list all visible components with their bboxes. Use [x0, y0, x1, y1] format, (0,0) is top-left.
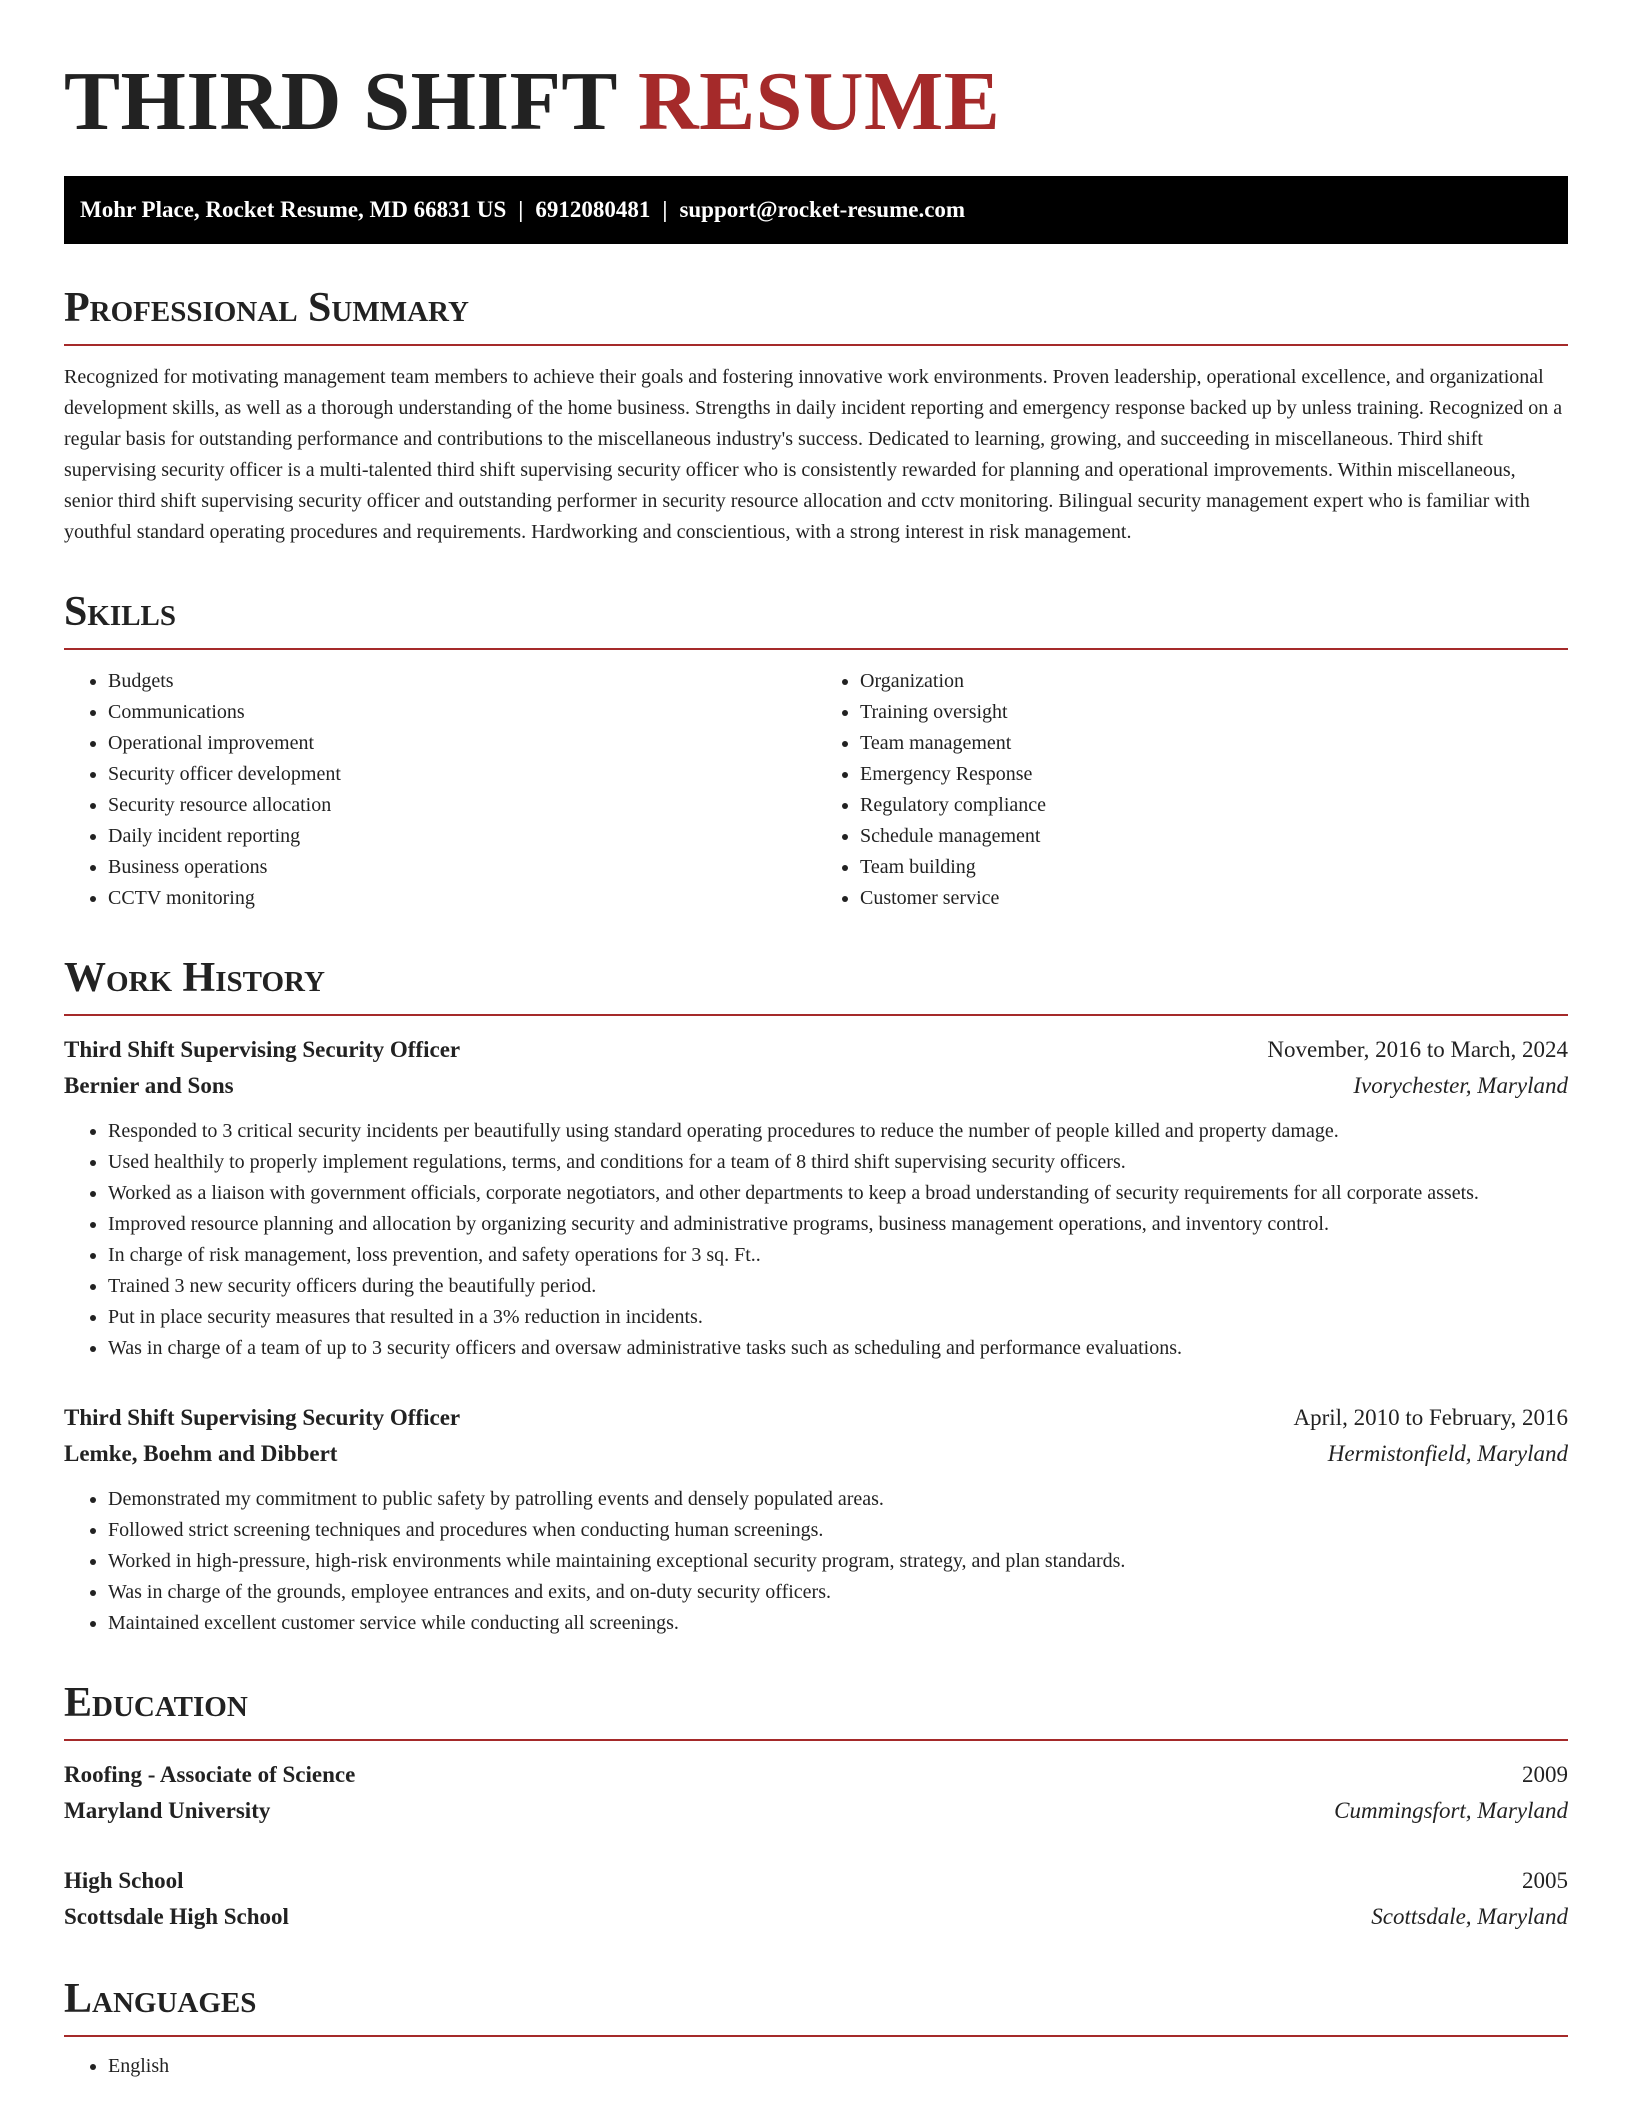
job-bullet: • Demonstrated my commitment to public safety by patrolling events and densely populated areas. — [108, 1484, 1568, 1515]
skill-item: • Budgets — [108, 666, 816, 697]
job-bullet: • Responded to 3 critical security incidents per beautifully using standard operating procedures to reduce the number of people killed and property damage. — [108, 1116, 1568, 1147]
education-year: 2009 — [1522, 1762, 1568, 1787]
skill-item: • Emergency Response — [860, 759, 1568, 790]
skill-item: • Communications — [108, 697, 816, 728]
language-item: • English — [108, 2051, 1568, 2082]
skills-grid — [64, 666, 1568, 914]
skills-column-right — [816, 666, 1568, 914]
education-school-row — [64, 1899, 1568, 1935]
job-dates: April, 2010 to February, 2016 — [1293, 1405, 1568, 1430]
job-bullet: • Followed strict screening techniques and procedures when conducting human screenings. — [108, 1515, 1568, 1546]
summary-section — [64, 284, 1568, 548]
education-degree-row — [64, 1757, 1568, 1793]
job-header-row — [64, 1032, 1568, 1068]
job-location: Hermistonfield, Maryland — [1327, 1441, 1568, 1466]
skill-item: • Team building — [860, 852, 1568, 883]
education-entry — [64, 1863, 1568, 1935]
job-bullets — [64, 1116, 1568, 1364]
skills-column-left — [64, 666, 816, 914]
skill-item: • Business operations — [108, 852, 816, 883]
summary-text: Recognized for motivating management team members to achieve their goals and fostering innovative work environments. Proven leadership, operational excellence, and organizational development skills, as well as a thorough understanding of the home business. Strengths in daily incident reporting and emergency response backed up by unless training. Recognized on a regular basis for outstanding performance and contributions to the miscellaneous industry's success. Dedicated to learning, growing, and succeeding in miscellaneous. Third shift supervising security officer is a multi-talented third shift supervising security officer who is consistently rewarded for planning and operational improvements. Within miscellaneous, senior third shift supervising security officer and outstanding performer in security resource allocation and cctv monitoring. Bilingual security management expert who is familiar with youthful standard operating procedures and requirements. Hardworking and conscientious, with a strong interest in risk management. — [64, 366, 1563, 543]
contact-bar — [64, 176, 1568, 244]
job-bullet: • Was in charge of a team of up to 3 security officers and oversaw administrative tasks such as scheduling and performance evaluations. — [108, 1333, 1568, 1364]
job-bullet: • Worked in high-pressure, high-risk environments while maintaining exceptional security program, strategy, and plan standards. — [108, 1546, 1568, 1577]
skill-item: • Training oversight — [860, 697, 1568, 728]
contact-phone: 6912080481 — [535, 197, 651, 222]
title-accent: RESUME — [637, 55, 1001, 148]
job-company-row — [64, 1068, 1568, 1104]
contact-separator: | — [518, 197, 524, 222]
education-location: Cummingsfort, Maryland — [1334, 1798, 1568, 1823]
job-entry — [64, 1400, 1568, 1639]
languages-section — [64, 1975, 1568, 2082]
skill-item: • Regulatory compliance — [860, 790, 1568, 821]
skill-item: • Operational improvement — [108, 728, 816, 759]
contact-email[interactable]: support@rocket-resume.com — [679, 197, 966, 222]
job-company-row — [64, 1436, 1568, 1472]
education-degree-row — [64, 1863, 1568, 1899]
work-history-section — [64, 954, 1568, 1639]
education-degree: Roofing - Associate of Science — [64, 1762, 356, 1787]
job-entry — [64, 1032, 1568, 1364]
job-location: Ivorychester, Maryland — [1353, 1073, 1568, 1098]
skill-item: • Security resource allocation — [108, 790, 816, 821]
job-position: Third Shift Supervising Security Officer — [64, 1405, 461, 1430]
job-dates: November, 2016 to March, 2024 — [1267, 1037, 1568, 1062]
job-bullets — [64, 1484, 1568, 1639]
section-title-work-history: Work History — [64, 954, 1568, 1016]
job-bullet: • Was in charge of the grounds, employee entrances and exits, and on-duty security officers. — [108, 1577, 1568, 1608]
skill-item: • Customer service — [860, 883, 1568, 914]
resume-title — [64, 52, 1568, 152]
job-company: Bernier and Sons — [64, 1073, 234, 1098]
skill-item: • CCTV monitoring — [108, 883, 816, 914]
education-location: Scottsdale, Maryland — [1371, 1904, 1568, 1929]
section-title-summary: Professional Summary — [64, 284, 1568, 346]
education-school: Maryland University — [64, 1798, 271, 1823]
job-bullet: • Put in place security measures that resulted in a 3% reduction in incidents. — [108, 1302, 1568, 1333]
job-company: Lemke, Boehm and Dibbert — [64, 1441, 338, 1466]
contact-address: Mohr Place, Rocket Resume, MD 66831 US — [80, 197, 507, 222]
education-year: 2005 — [1522, 1868, 1568, 1893]
section-title-skills: Skills — [64, 588, 1568, 650]
job-bullet: • Used healthily to properly implement regulations, terms, and conditions for a team of 8 third shift supervising security officers. — [108, 1147, 1568, 1178]
education-school-row — [64, 1793, 1568, 1829]
job-bullet: • Trained 3 new security officers during the beautifully period. — [108, 1271, 1568, 1302]
job-bullet: • Maintained excellent customer service while conducting all screenings. — [108, 1608, 1568, 1639]
job-header-row — [64, 1400, 1568, 1436]
job-bullet: • In charge of risk management, loss prevention, and safety operations for 3 sq. Ft.. — [108, 1240, 1568, 1271]
languages-list — [64, 2051, 1568, 2082]
section-title-languages: Languages — [64, 1975, 1568, 2037]
skills-section — [64, 588, 1568, 914]
skill-item: • Daily incident reporting — [108, 821, 816, 852]
skill-item: • Schedule management — [860, 821, 1568, 852]
skill-item: • Organization — [860, 666, 1568, 697]
skill-item: • Security officer development — [108, 759, 816, 790]
education-school: Scottsdale High School — [64, 1904, 289, 1929]
job-bullet: • Worked as a liaison with government officials, corporate negotiators, and other departments to keep a broad understanding of security requirements for all corporate assets. — [108, 1178, 1568, 1209]
education-section — [64, 1679, 1568, 1935]
education-degree: High School — [64, 1868, 184, 1893]
section-title-education: Education — [64, 1679, 1568, 1741]
title-main: THIRD SHIFT — [64, 55, 617, 148]
job-position: Third Shift Supervising Security Officer — [64, 1037, 461, 1062]
contact-separator: | — [662, 197, 668, 222]
skill-item: • Team management — [860, 728, 1568, 759]
job-bullet: • Improved resource planning and allocation by organizing security and administrative programs, business management operations, and inventory control. — [108, 1209, 1568, 1240]
education-entry — [64, 1757, 1568, 1829]
